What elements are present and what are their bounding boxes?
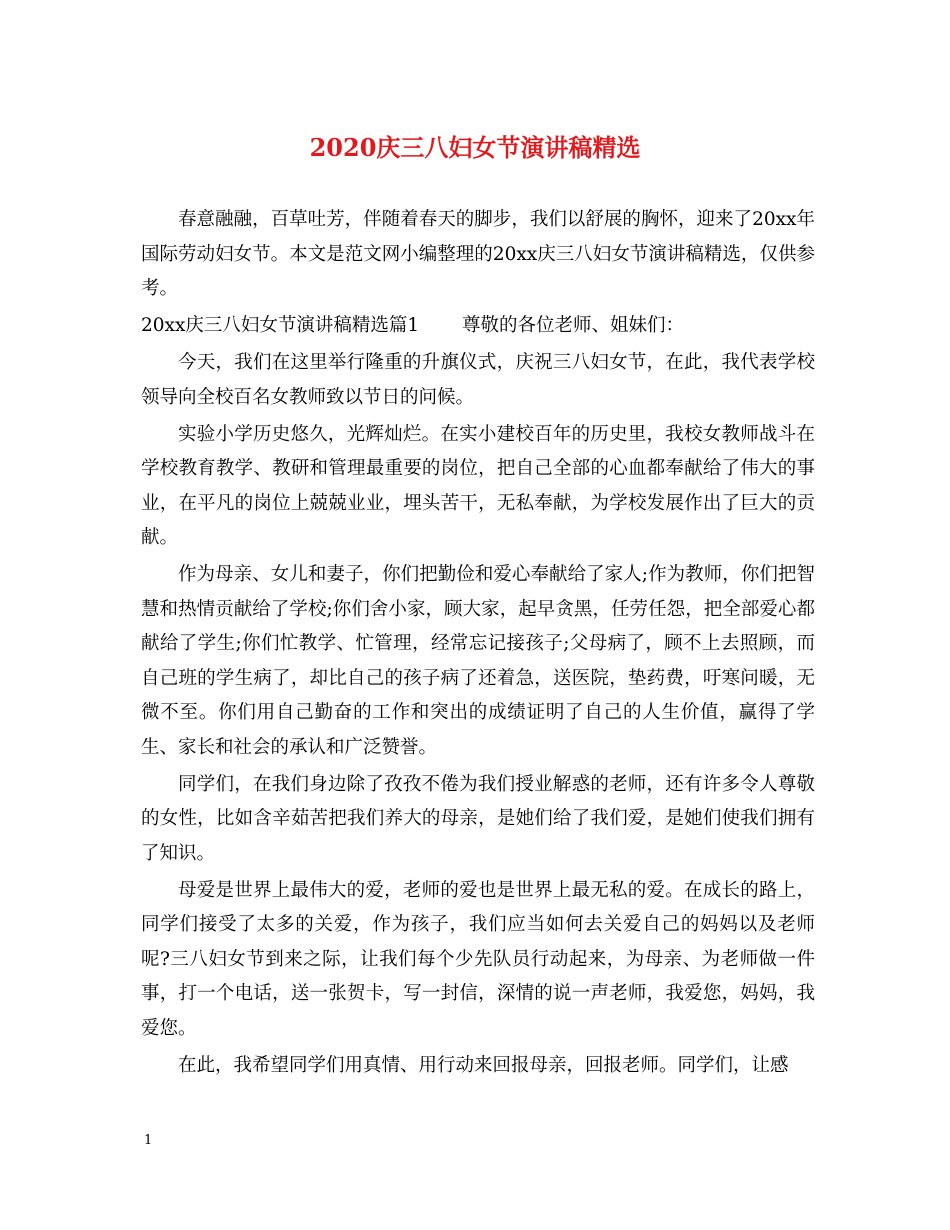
document-body — [141, 203, 815, 1083]
paragraph-closing: 在此，我希望同学们用真情、用行动来回报母亲，回报老师。同学们，让感 — [178, 1054, 789, 1076]
paragraph-students-address: 同学们，在我们身边除了孜孜不倦为我们授业解惑的老师，还有许多令人尊敬的女性，比如含辛茹苦把我们养大的母亲，是她们给了我们爱，是她们使我们拥有了知识。 — [141, 773, 815, 864]
paragraph-school-history: 实验小学历史悠久，光辉灿烂。在实小建校百年的历史里，我校女教师战斗在学校教育教学、教研和管理最重要的岗位，把自己全部的心血都奉献给了伟大的事业，在平凡的岗位上兢兢业业，埋头苦干，无私奉献，为学校发展作出了巨大的贡献。 — [141, 423, 815, 548]
paragraph-section-heading: 20xx庆三八妇女节演讲稿精选篇1 尊敬的各位老师、姐妹们： — [141, 315, 685, 336]
paragraph-mothers-love: 母爱是世界上最伟大的爱，老师的爱也是世界上最无私的爱。在成长的路上，同学们接受了太多的关爱，作为孩子，我们应当如何去关爱自己的妈妈以及老师呢?三八妇女节到来之际，让我们每个少先队员行动起来，为母亲、为老师做一件事，打一个电话，送一张贺卡，写一封信，深情的说一声老师，我爱您，妈妈，我爱您。 — [141, 879, 815, 1039]
paragraph-greeting: 今天，我们在这里举行隆重的升旗仪式，庆祝三八妇女节，在此，我代表学校领导向全校百名女教师致以节日的问候。 — [141, 352, 815, 408]
paragraph-teacher-roles: 作为母亲、女儿和妻子，你们把勤俭和爱心奉献给了家人;作为教师，你们把智慧和热情贡献给了学校;你们舍小家，顾大家，起早贪黑，任劳任怨，把全部爱心都献给了学生;你们忙教学、忙管理，经常忘记接孩子;父母病了，顾不上去照顾，而自己班的学生病了，却比自己的孩子病了还着急，送医院，垫药费，吁寒问暖，无微不至。你们用自己勤奋的工作和突出的成绩证明了自己的人生价值，赢得了学生、家长和社会的承认和广泛赞誉。 — [141, 564, 815, 758]
document-title: 2020庆三八妇女节演讲稿精选 — [309, 133, 641, 162]
page-number: 1 — [144, 1133, 153, 1148]
paragraph-intro: 春意融融，百草吐芳，伴随着春天的脚步，我们以舒展的胸怀，迎来了20xx年国际劳动妇女节。本文是范文网小编整理的20xx庆三八妇女节演讲稿精选，仅供参考。 — [141, 209, 815, 299]
